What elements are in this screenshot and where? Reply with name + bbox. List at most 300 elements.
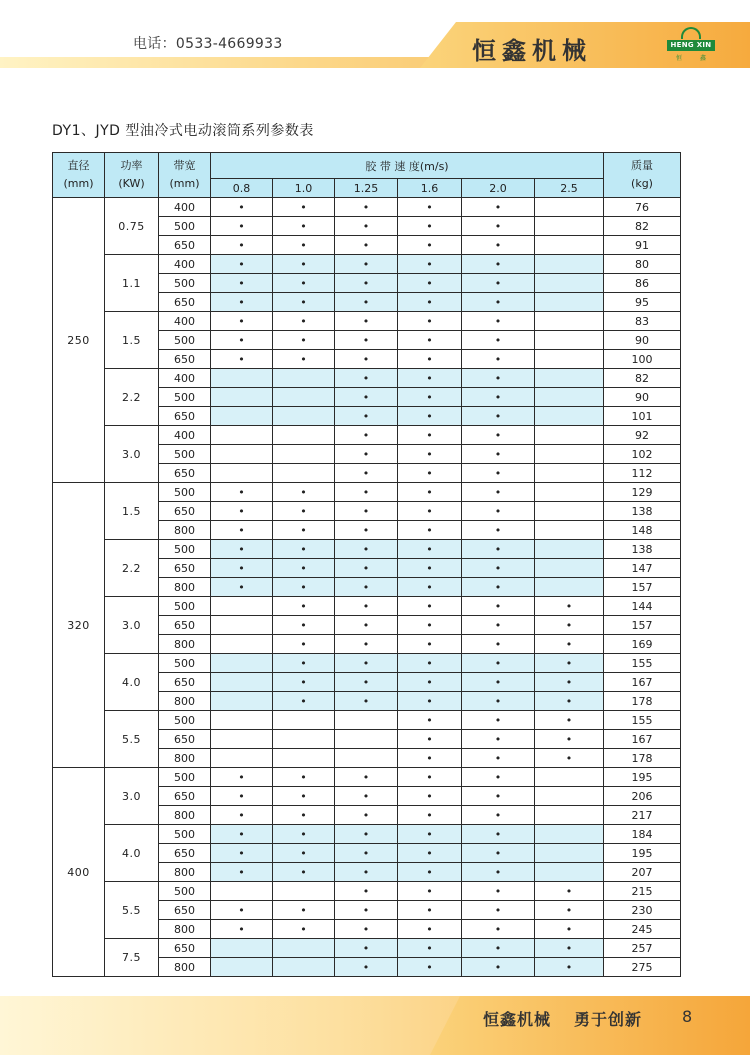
speed-mark-cell: • <box>462 578 535 597</box>
speed-mark-cell: • <box>335 369 398 388</box>
width-cell: 650 <box>159 844 211 863</box>
mass-cell: 167 <box>604 673 681 692</box>
power-cell: 3.0 <box>105 597 159 654</box>
speed-mark-cell: • <box>211 236 273 255</box>
speed-mark-cell <box>211 445 273 464</box>
speed-mark-cell: • <box>462 806 535 825</box>
speed-mark-cell: • <box>211 293 273 312</box>
speed-mark-cell: • <box>273 331 335 350</box>
speed-mark-cell: • <box>398 426 462 445</box>
width-cell: 400 <box>159 198 211 217</box>
speed-mark-cell <box>273 464 335 483</box>
speed-mark-cell: • <box>398 692 462 711</box>
speed-mark-cell: • <box>273 198 335 217</box>
speed-mark-cell: • <box>335 844 398 863</box>
table-row <box>53 426 681 445</box>
power-cell: 3.0 <box>105 426 159 483</box>
speed-mark-cell: • <box>211 559 273 578</box>
width-cell: 800 <box>159 920 211 939</box>
width-cell: 400 <box>159 426 211 445</box>
speed-mark-cell: • <box>398 293 462 312</box>
speed-mark-cell: • <box>335 882 398 901</box>
mass-cell: 230 <box>604 901 681 920</box>
speed-mark-cell <box>211 635 273 654</box>
speed-mark-cell: • <box>335 236 398 255</box>
mass-cell: 157 <box>604 616 681 635</box>
speed-mark-cell: • <box>273 578 335 597</box>
speed-mark-cell <box>535 806 604 825</box>
speed-mark-cell: • <box>462 331 535 350</box>
speed-mark-cell: • <box>462 635 535 654</box>
speed-mark-cell: • <box>398 673 462 692</box>
speed-mark-cell <box>535 426 604 445</box>
speed-mark-cell <box>211 692 273 711</box>
speed-mark-cell: • <box>398 901 462 920</box>
speed-mark-cell <box>535 255 604 274</box>
mass-cell: 129 <box>604 483 681 502</box>
speed-mark-cell: • <box>398 806 462 825</box>
width-cell: 800 <box>159 578 211 597</box>
mass-cell: 217 <box>604 806 681 825</box>
speed-mark-cell: • <box>462 445 535 464</box>
speed-mark-cell <box>211 882 273 901</box>
speed-mark-cell: • <box>535 673 604 692</box>
speed-mark-cell: • <box>398 521 462 540</box>
speed-mark-cell: • <box>273 844 335 863</box>
speed-mark-cell <box>535 825 604 844</box>
speed-mark-cell <box>211 388 273 407</box>
speed-mark-cell: • <box>462 901 535 920</box>
width-cell: 800 <box>159 958 211 977</box>
speed-mark-cell: • <box>273 255 335 274</box>
speed-mark-cell: • <box>398 578 462 597</box>
header-width-unit: (mm) <box>169 177 200 190</box>
mass-cell: 245 <box>604 920 681 939</box>
diameter-cell: 400 <box>53 768 105 977</box>
speed-mark-cell: • <box>398 920 462 939</box>
mass-cell: 76 <box>604 198 681 217</box>
speed-mark-cell: • <box>398 217 462 236</box>
speed-mark-cell: • <box>398 559 462 578</box>
speed-mark-cell: • <box>535 958 604 977</box>
width-cell: 650 <box>159 293 211 312</box>
speed-mark-cell: • <box>211 483 273 502</box>
speed-mark-cell: • <box>462 293 535 312</box>
speed-mark-cell: • <box>335 616 398 635</box>
width-cell: 650 <box>159 407 211 426</box>
speed-mark-cell: • <box>462 768 535 787</box>
speed-mark-cell: • <box>535 635 604 654</box>
speed-mark-cell <box>535 217 604 236</box>
gear-icon <box>681 27 701 39</box>
speed-mark-cell: • <box>335 920 398 939</box>
speed-mark-cell: • <box>335 806 398 825</box>
speed-mark-cell: • <box>462 559 535 578</box>
mass-cell: 148 <box>604 521 681 540</box>
speed-mark-cell: • <box>535 692 604 711</box>
speed-mark-cell: • <box>398 407 462 426</box>
speed-mark-cell: • <box>398 958 462 977</box>
speed-mark-cell: • <box>335 407 398 426</box>
speed-mark-cell: • <box>211 331 273 350</box>
header-mass-label: 质量 <box>631 159 653 172</box>
speed-mark-cell: • <box>335 388 398 407</box>
width-cell: 800 <box>159 692 211 711</box>
diameter-cell: 320 <box>53 483 105 768</box>
table-row <box>53 768 681 787</box>
speed-mark-cell <box>273 939 335 958</box>
mass-cell: 102 <box>604 445 681 464</box>
header-width <box>159 153 211 198</box>
speed-mark-cell <box>211 958 273 977</box>
speed-mark-cell: • <box>462 939 535 958</box>
speed-mark-cell <box>211 654 273 673</box>
speed-mark-cell: • <box>335 958 398 977</box>
speed-mark-cell: • <box>398 597 462 616</box>
speed-mark-cell: • <box>273 673 335 692</box>
speed-mark-cell: • <box>273 559 335 578</box>
mass-cell: 86 <box>604 274 681 293</box>
speed-mark-cell: • <box>398 388 462 407</box>
width-cell: 400 <box>159 312 211 331</box>
header-diameter-unit: (mm) <box>63 177 94 190</box>
speed-mark-cell: • <box>273 863 335 882</box>
width-cell: 800 <box>159 635 211 654</box>
speed-mark-cell: • <box>273 920 335 939</box>
speed-mark-cell: • <box>398 502 462 521</box>
speed-mark-cell <box>535 350 604 369</box>
speed-mark-cell: • <box>335 483 398 502</box>
speed-mark-cell <box>211 464 273 483</box>
speed-mark-cell: • <box>211 787 273 806</box>
speed-mark-cell: • <box>535 654 604 673</box>
speed-mark-cell: • <box>335 939 398 958</box>
width-cell: 650 <box>159 559 211 578</box>
width-cell: 400 <box>159 255 211 274</box>
speed-mark-cell: • <box>462 521 535 540</box>
company-logo <box>667 27 715 65</box>
speed-mark-cell: • <box>211 502 273 521</box>
logo-sub-right: 鑫 <box>699 55 706 62</box>
speed-mark-cell: • <box>398 274 462 293</box>
footer-slogan: 勇于创新 <box>574 1010 643 1029</box>
speed-mark-cell: • <box>398 825 462 844</box>
table-row <box>53 483 681 502</box>
header-power-label: 功率 <box>120 159 143 172</box>
speed-mark-cell: • <box>335 901 398 920</box>
speed-header: 2.5 <box>535 179 604 198</box>
width-cell: 800 <box>159 863 211 882</box>
mass-cell: 215 <box>604 882 681 901</box>
mass-cell: 169 <box>604 635 681 654</box>
speed-mark-cell <box>535 274 604 293</box>
speed-mark-cell: • <box>398 445 462 464</box>
speed-mark-cell: • <box>398 369 462 388</box>
speed-mark-cell <box>211 673 273 692</box>
speed-mark-cell: • <box>273 236 335 255</box>
mass-cell: 80 <box>604 255 681 274</box>
speed-mark-cell <box>335 749 398 768</box>
width-cell: 650 <box>159 464 211 483</box>
speed-mark-cell: • <box>462 540 535 559</box>
speed-mark-cell: • <box>335 825 398 844</box>
width-cell: 500 <box>159 768 211 787</box>
speed-mark-cell: • <box>211 540 273 559</box>
speed-mark-cell: • <box>211 901 273 920</box>
power-cell: 2.2 <box>105 540 159 597</box>
speed-mark-cell: • <box>535 901 604 920</box>
speed-mark-cell: • <box>335 768 398 787</box>
speed-mark-cell: • <box>535 597 604 616</box>
speed-mark-cell: • <box>335 350 398 369</box>
mass-cell: 83 <box>604 312 681 331</box>
speed-mark-cell: • <box>335 863 398 882</box>
width-cell: 500 <box>159 483 211 502</box>
speed-mark-cell: • <box>535 749 604 768</box>
speed-mark-cell <box>211 369 273 388</box>
mass-cell: 101 <box>604 407 681 426</box>
mass-cell: 144 <box>604 597 681 616</box>
speed-mark-cell: • <box>462 673 535 692</box>
mass-cell: 155 <box>604 654 681 673</box>
table-row <box>53 255 681 274</box>
speed-mark-cell <box>273 882 335 901</box>
speed-mark-cell: • <box>398 711 462 730</box>
table-row <box>53 312 681 331</box>
header-width-label: 带宽 <box>173 159 196 172</box>
speed-mark-cell: • <box>462 730 535 749</box>
speed-mark-cell <box>535 445 604 464</box>
header-mass <box>604 153 681 198</box>
speed-mark-cell: • <box>462 654 535 673</box>
speed-mark-cell <box>335 711 398 730</box>
speed-header: 1.25 <box>335 179 398 198</box>
width-cell: 500 <box>159 654 211 673</box>
speed-mark-cell: • <box>335 635 398 654</box>
speed-mark-cell: • <box>398 312 462 331</box>
speed-mark-cell <box>535 331 604 350</box>
speed-mark-cell: • <box>273 901 335 920</box>
speed-mark-cell: • <box>211 274 273 293</box>
table-row <box>53 369 681 388</box>
speed-mark-cell: • <box>462 426 535 445</box>
speed-mark-cell: • <box>273 350 335 369</box>
speed-mark-cell <box>273 749 335 768</box>
width-cell: 800 <box>159 806 211 825</box>
speed-mark-cell: • <box>273 597 335 616</box>
header-mass-unit: (kg) <box>631 177 653 190</box>
speed-mark-cell: • <box>335 274 398 293</box>
speed-mark-cell: • <box>398 768 462 787</box>
mass-cell: 138 <box>604 540 681 559</box>
speed-mark-cell <box>535 312 604 331</box>
width-cell: 500 <box>159 597 211 616</box>
width-cell: 650 <box>159 236 211 255</box>
width-cell: 500 <box>159 217 211 236</box>
speed-mark-cell: • <box>273 293 335 312</box>
speed-mark-cell: • <box>273 540 335 559</box>
speed-mark-cell: • <box>462 749 535 768</box>
width-cell: 500 <box>159 540 211 559</box>
parameter-table <box>52 152 681 977</box>
speed-mark-cell <box>535 844 604 863</box>
table-row <box>53 825 681 844</box>
speed-mark-cell <box>211 730 273 749</box>
speed-header: 0.8 <box>211 179 273 198</box>
speed-header: 2.0 <box>462 179 535 198</box>
speed-mark-cell: • <box>211 350 273 369</box>
speed-mark-cell: • <box>335 521 398 540</box>
power-cell: 1.5 <box>105 312 159 369</box>
speed-mark-cell: • <box>335 578 398 597</box>
speed-mark-cell: • <box>462 616 535 635</box>
speed-mark-cell: • <box>398 616 462 635</box>
speed-mark-cell <box>273 711 335 730</box>
logo-subtext <box>667 53 715 62</box>
speed-mark-cell: • <box>462 274 535 293</box>
speed-mark-cell <box>211 426 273 445</box>
speed-mark-cell: • <box>335 559 398 578</box>
speed-mark-cell: • <box>398 844 462 863</box>
width-cell: 500 <box>159 711 211 730</box>
header-brand: 恒鑫机械 <box>472 37 592 65</box>
speed-mark-cell: • <box>462 882 535 901</box>
power-cell: 4.0 <box>105 654 159 711</box>
speed-mark-cell: • <box>335 654 398 673</box>
speed-mark-cell: • <box>211 198 273 217</box>
speed-mark-cell <box>211 407 273 426</box>
speed-mark-cell: • <box>462 198 535 217</box>
width-cell: 500 <box>159 388 211 407</box>
speed-mark-cell <box>535 521 604 540</box>
logo-sub-left: 恒 <box>675 55 682 62</box>
speed-mark-cell: • <box>335 673 398 692</box>
table-body <box>53 198 681 977</box>
width-cell: 650 <box>159 901 211 920</box>
power-cell: 1.1 <box>105 255 159 312</box>
header-diameter <box>53 153 105 198</box>
speed-mark-cell: • <box>462 692 535 711</box>
speed-mark-cell: • <box>273 616 335 635</box>
speed-mark-cell <box>535 369 604 388</box>
mass-cell: 178 <box>604 749 681 768</box>
speed-mark-cell: • <box>462 787 535 806</box>
speed-mark-cell <box>535 863 604 882</box>
table-row <box>53 711 681 730</box>
speed-mark-cell: • <box>273 787 335 806</box>
speed-mark-cell: • <box>211 312 273 331</box>
speed-mark-cell <box>273 426 335 445</box>
speed-mark-cell: • <box>273 825 335 844</box>
speed-mark-cell: • <box>398 882 462 901</box>
header-phone: 电话：0533-4669933 <box>133 36 283 52</box>
header-speed: 胶 带 速 度(m/s) <box>211 153 604 179</box>
speed-mark-cell: • <box>335 255 398 274</box>
table-row <box>53 198 681 217</box>
width-cell: 500 <box>159 331 211 350</box>
speed-mark-cell: • <box>273 654 335 673</box>
speed-mark-cell <box>273 958 335 977</box>
speed-mark-cell: • <box>535 920 604 939</box>
speed-mark-cell <box>535 540 604 559</box>
speed-mark-cell: • <box>211 521 273 540</box>
speed-mark-cell <box>335 730 398 749</box>
speed-mark-cell: • <box>211 578 273 597</box>
speed-mark-cell: • <box>462 350 535 369</box>
mass-cell: 90 <box>604 388 681 407</box>
speed-mark-cell: • <box>273 274 335 293</box>
speed-mark-cell: • <box>211 217 273 236</box>
speed-mark-cell: • <box>335 464 398 483</box>
mass-cell: 147 <box>604 559 681 578</box>
speed-mark-cell: • <box>398 255 462 274</box>
header-power <box>105 153 159 198</box>
mass-cell: 206 <box>604 787 681 806</box>
speed-mark-cell: • <box>398 939 462 958</box>
speed-header: 1.6 <box>398 179 462 198</box>
speed-mark-cell: • <box>398 749 462 768</box>
speed-mark-cell: • <box>462 236 535 255</box>
speed-mark-cell: • <box>273 217 335 236</box>
speed-mark-cell <box>211 749 273 768</box>
width-cell: 400 <box>159 369 211 388</box>
speed-mark-cell: • <box>535 730 604 749</box>
speed-mark-cell: • <box>211 825 273 844</box>
speed-mark-cell: • <box>273 483 335 502</box>
speed-mark-cell <box>535 768 604 787</box>
speed-mark-cell: • <box>398 236 462 255</box>
width-cell: 650 <box>159 730 211 749</box>
speed-mark-cell <box>535 388 604 407</box>
power-cell: 4.0 <box>105 825 159 882</box>
speed-mark-cell: • <box>462 255 535 274</box>
speed-mark-cell: • <box>273 502 335 521</box>
speed-mark-cell: • <box>273 806 335 825</box>
speed-mark-cell: • <box>535 711 604 730</box>
mass-cell: 82 <box>604 369 681 388</box>
width-cell: 650 <box>159 673 211 692</box>
speed-mark-cell <box>535 464 604 483</box>
speed-mark-cell <box>273 388 335 407</box>
power-cell: 1.5 <box>105 483 159 540</box>
power-cell: 5.5 <box>105 882 159 939</box>
speed-mark-cell: • <box>398 654 462 673</box>
speed-mark-cell: • <box>462 217 535 236</box>
speed-mark-cell: • <box>273 692 335 711</box>
speed-mark-cell: • <box>211 806 273 825</box>
header-power-unit: (KW) <box>118 177 145 190</box>
speed-mark-cell <box>535 483 604 502</box>
speed-mark-cell: • <box>335 787 398 806</box>
mass-cell: 100 <box>604 350 681 369</box>
speed-mark-cell: • <box>462 920 535 939</box>
speed-mark-cell <box>273 369 335 388</box>
speed-mark-cell: • <box>211 255 273 274</box>
speed-mark-cell <box>211 597 273 616</box>
mass-cell: 112 <box>604 464 681 483</box>
speed-mark-cell: • <box>398 540 462 559</box>
page-title: DY1、JYD 型油冷式电动滚筒系列参数表 <box>52 123 314 139</box>
speed-mark-cell <box>211 616 273 635</box>
speed-mark-cell: • <box>398 464 462 483</box>
logo-text: HENG XIN <box>667 40 715 51</box>
speed-mark-cell <box>535 236 604 255</box>
speed-mark-cell: • <box>462 863 535 882</box>
speed-mark-cell: • <box>273 312 335 331</box>
speed-mark-cell: • <box>462 958 535 977</box>
width-cell: 800 <box>159 521 211 540</box>
speed-mark-cell: • <box>462 483 535 502</box>
